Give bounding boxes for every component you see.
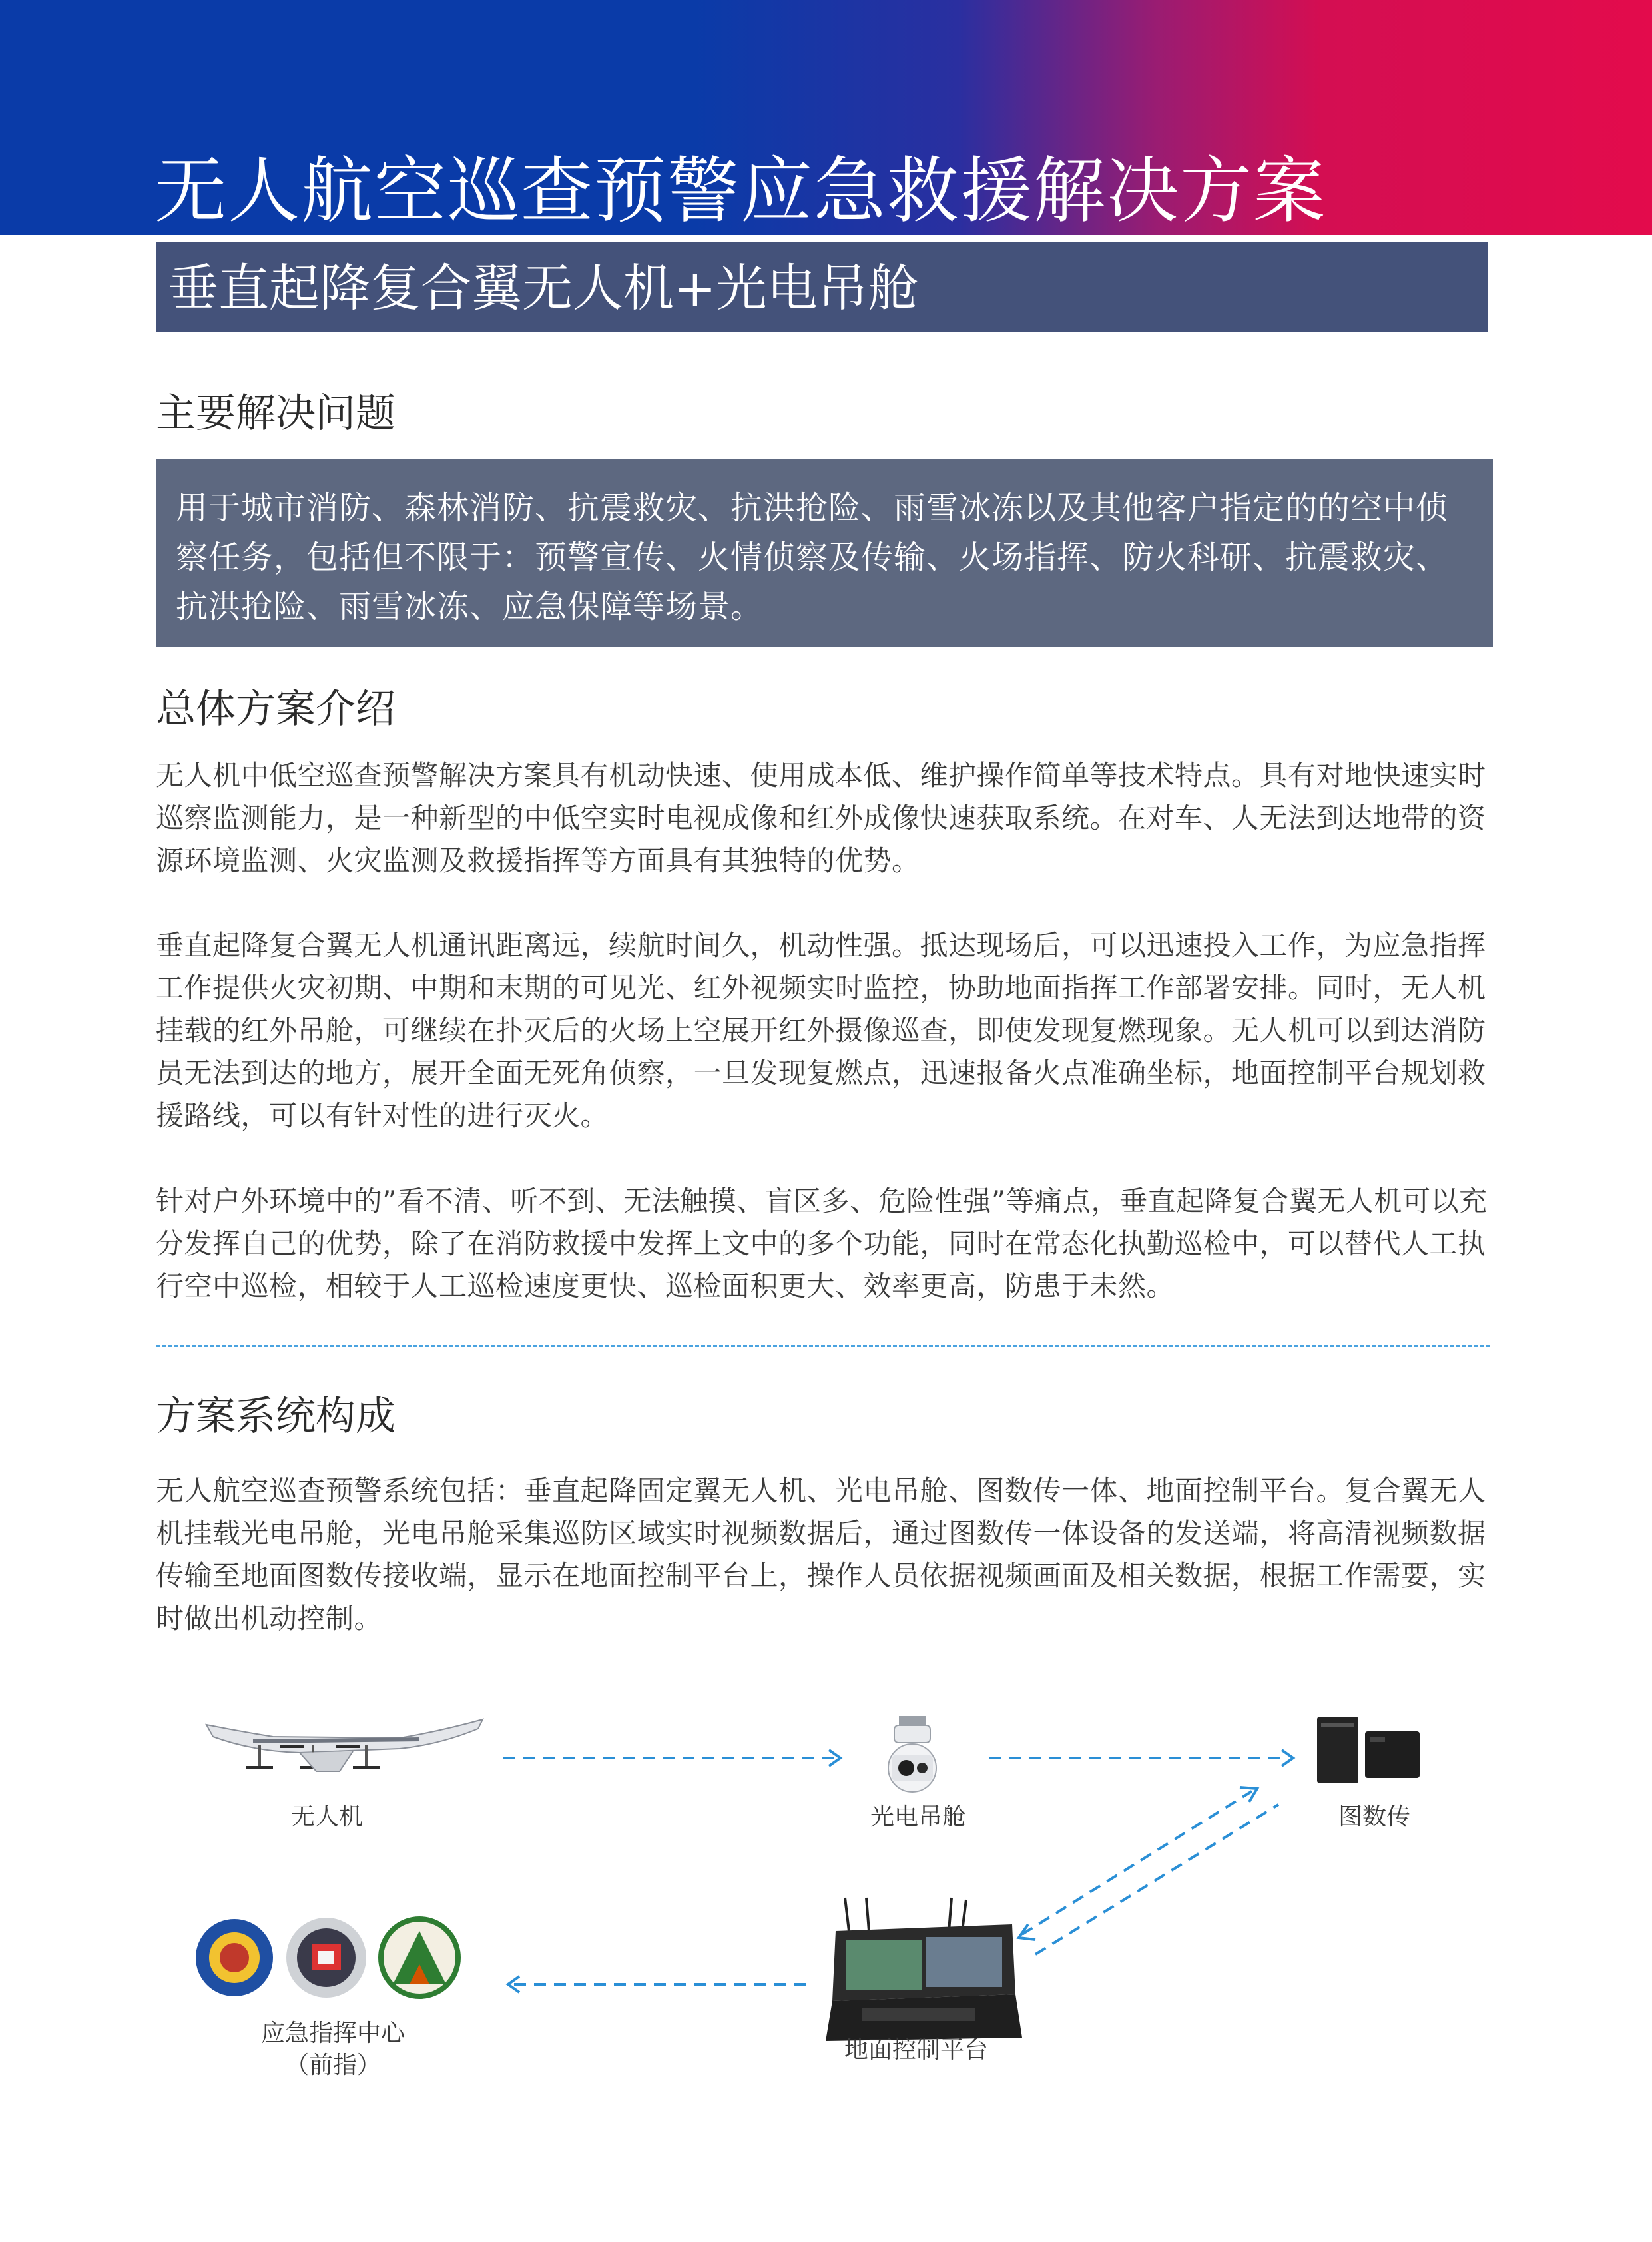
- arrow-datalink-to-ground-1: [1022, 1791, 1252, 1934]
- section-heading-system: 方案系统构成: [156, 1393, 396, 1440]
- datalink-label: 图数传: [1338, 1803, 1411, 1830]
- problem-text: 用于城市消防、森林消防、抗震救灾、抗洪抢险、雨雪冰冻以及其他客户指定的的空中侦察任务，包括但不限于：预警宣传、火情侦察及传输、火场指挥、防火科研、抗震救灾、抗洪抢险、雨雪冰冻、应急保障等场景。: [176, 489, 1449, 625]
- overview-paragraph-3: 针对户外环境中的”看不清、听不到、无法触摸、盲区多、危险性强”等痛点，垂直起降复合翼无人机可以充分发挥自己的优势，除了在消防救援中发挥上文中的多个功能，同时在常态化执勤巡检中，可以替代人工执行空中巡检，相较于人工巡检速度更快、巡检面积更大、效率更高，防患于未然。: [156, 1185, 1488, 1302]
- ground-station-label: 地面控制平台: [844, 2036, 989, 2064]
- page-subtitle: 垂直起降复合翼无人机+光电吊舱: [168, 258, 919, 318]
- uav-label: 无人机: [291, 1803, 364, 1830]
- section-heading-problem: 主要解决问题: [156, 390, 396, 437]
- page-title: 无人航空巡查预警应急救援解决方案: [154, 150, 1327, 233]
- command-center-note: （前指）: [285, 2052, 382, 2079]
- system-paragraph: 无人航空巡查预警系统包括：垂直起降固定翼无人机、光电吊舱、图数传一体、地面控制平台。复合翼无人机挂载光电吊舱，光电吊舱采集巡防区域实时视频数据后，通过图数传一体设备的发送端，将高清视频数据传输至地面图数传接收端，显示在地面控制平台上，操作人员依据视频画面及相关数据，根据工作需要，实时做出机动控制。: [156, 1474, 1486, 1635]
- overview-paragraph-2: 垂直起降复合翼无人机通讯距离远，续航时间久，机动性强。抵达现场后，可以迅速投入工作，为应急指挥工作提供火灾初期、中期和末期的可见光、红外视频实时监控，协助地面指挥工作部署安排。同时，无人机挂载的红外吊舱，可继续在扑灭后的火场上空展开红外摄像巡查，即使发现复燃现象。无人机可以到达消防员无法到达的地方，展开全面无死角侦察，一旦发现复燃点，迅速报备火点准确坐标，地面控制平台规划救援路线，可以有针对性的进行灭火。: [156, 929, 1486, 1132]
- gimbal-label: 光电吊舱: [870, 1803, 967, 1830]
- arrow-datalink-to-ground-2: [1035, 1805, 1278, 1954]
- overview-paragraph-1: 无人机中低空巡查预警解决方案具有机动快速、使用成本低、维护操作简单等技术特点。具有对地快速实时巡察监测能力，是一种新型的中低空实时电视成像和红外成像快速获取系统。在对车、人无法到达地带的资源环境监测、火灾监测及救援指挥等方面具有其独特的优势。: [156, 759, 1486, 877]
- section-heading-overview: 总体方案介绍: [156, 686, 396, 732]
- command-center-label: 应急指挥中心: [261, 2020, 406, 2047]
